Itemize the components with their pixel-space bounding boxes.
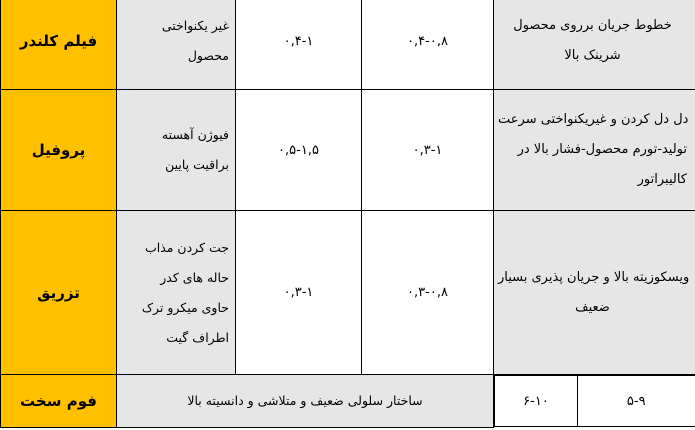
row-label-profile: پروفیل (1, 90, 117, 211)
process-issue-line: فیوژن آهسته (161, 127, 229, 142)
table-row (1, 375, 695, 428)
value-cell: ۶-۱۰ (494, 375, 577, 427)
problem-cell (494, 0, 695, 90)
value-cell: ۵-۹ (577, 375, 695, 427)
process-issue-line: حاله های کدر (160, 269, 229, 285)
process-issue-line: براقیت پایین (165, 157, 229, 172)
process-issue-line: جت کردن مذاب (144, 239, 229, 255)
process-issue-line: غیر یکنواختی (161, 18, 229, 33)
row-label-rigid-foam: فوم سخت (1, 375, 117, 428)
row-label-film-calender: فیلم کلندر (1, 0, 117, 90)
table-row (1, 90, 695, 211)
process-issue-line: حاوی میکرو ترک (141, 299, 229, 315)
problem-line: دل دل کردن و غیریکنواختی سرعت (498, 112, 689, 127)
problem-line: ضعیف (575, 299, 610, 315)
problem-line: کالیبراتور (637, 172, 687, 187)
problem-line: خطوط جریان برروی محصول (513, 18, 672, 33)
value-cell: ۰,۳-۰,۸ (362, 211, 494, 375)
process-issue-cell-wide: ساختار سلولی ضعیف و متلاشی و دانسیته بالا (117, 375, 494, 428)
table-row (1, 0, 695, 90)
value-cell: ۰,۵-۱,۵ (236, 90, 362, 211)
value-cell: ۰,۴-۱ (236, 0, 362, 90)
problem-line: تولید-تورم محصول-فشار بالا در (517, 142, 687, 157)
process-issue-cell (117, 90, 236, 211)
problem-line: شرینک بالا (564, 48, 621, 63)
row-label-injection: تزریق (1, 211, 117, 375)
process-issue-line: اطراف گیت (166, 329, 229, 345)
process-issue-line: محصول (187, 48, 229, 63)
split-cell (494, 375, 695, 428)
value-cell: ۰,۳-۱ (362, 90, 494, 211)
problem-cell (494, 211, 695, 375)
problem-cell (494, 90, 695, 211)
problem-line: ویسکوزیته بالا و جریان پذیری بسیار (498, 269, 690, 285)
process-issue-cell (117, 211, 236, 375)
value-cell: ۰,۴-۰,۸ (362, 0, 494, 90)
table-row (1, 211, 695, 375)
process-issue-cell (117, 0, 236, 90)
value-cell: ۰,۳-۱ (236, 211, 362, 375)
